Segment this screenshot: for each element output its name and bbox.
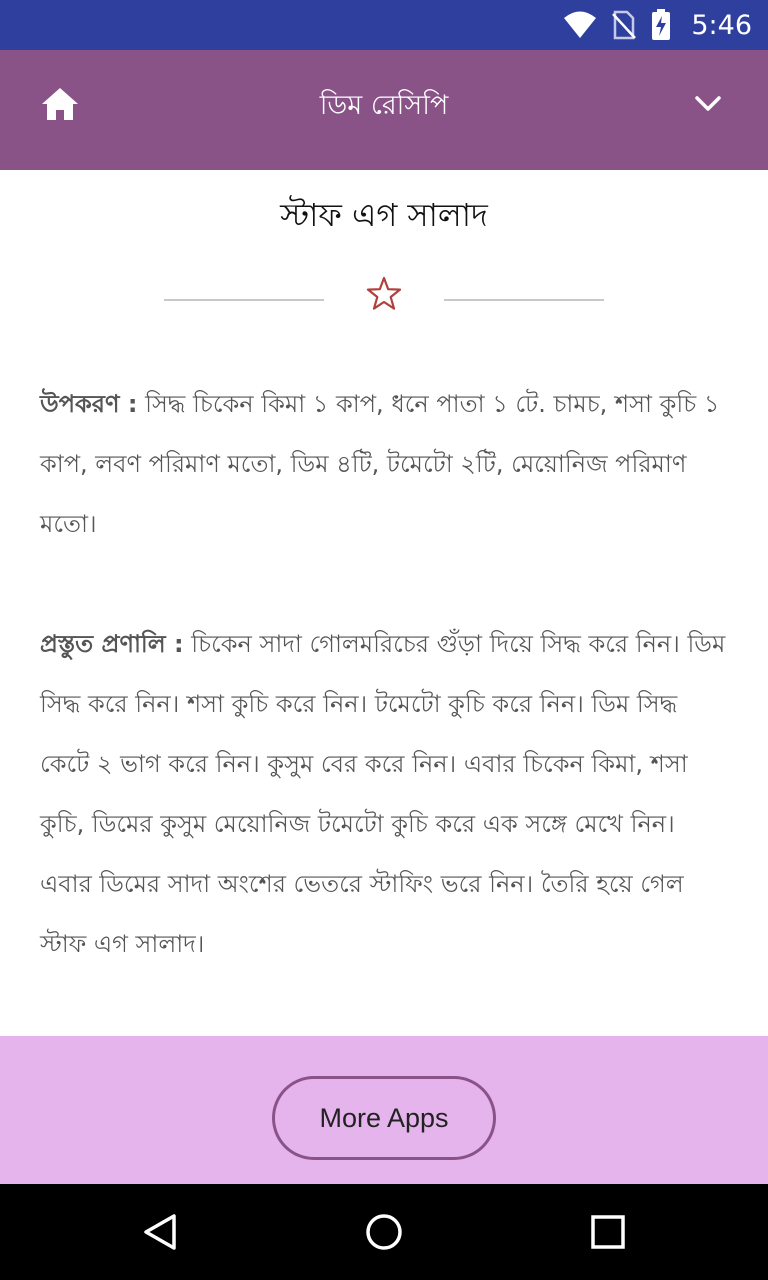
recipe-content	[0, 170, 768, 1036]
home-icon[interactable]	[40, 86, 80, 122]
star-outline-icon	[366, 276, 402, 312]
divider-left	[164, 299, 324, 301]
ingredients-paragraph	[40, 374, 730, 554]
method-label: প্রস্তুত প্রণালি :	[40, 630, 184, 658]
method-text: চিকেন সাদা গোলমরিচের গুঁড়া দিয়ে সিদ্ধ করে নিন। ডিম সিদ্ধ করে নিন। শসা কুচি করে নিন। টমেটো কুচি করে নিন। ডিম সিদ্ধ কেটে ২ ভাগ করে নিন। কুসুম বের করে নিন। এবার চিকেন কিমা, শসা কুচি, ডিমের কুসুম মেয়োনিজ টমেটো কুচি করে এক সঙ্গে মেখে নিন। এবার ডিমের সাদা অংশের ভেতরে স্টাফিং ভরে নিন। তৈরি হয়ে গেল স্টাফ এগ সালাদ।	[40, 630, 726, 958]
divider-right	[444, 299, 604, 301]
ingredients-text: সিদ্ধ চিকেন কিমা ১ কাপ, ধনে পাতা ১ টে. চামচ, শসা কুচি ১ কাপ, লবণ পরিমাণ মতো, ডিম ৪টি, টমেটো ২টি, মেয়োনিজ পরিমাণ মতো।	[40, 390, 720, 538]
home-circle-icon[interactable]	[360, 1208, 408, 1256]
app-bar	[0, 50, 768, 170]
app-title: ডিম রেসিপি	[319, 90, 449, 121]
back-icon[interactable]	[136, 1208, 184, 1256]
no-sim-icon	[611, 10, 637, 40]
status-icons	[563, 0, 752, 50]
status-bar	[0, 0, 768, 50]
recents-icon[interactable]	[584, 1208, 632, 1256]
recipe-title: স্টাফ এগ সালাদ	[280, 196, 488, 234]
system-nav-bar	[0, 1184, 768, 1280]
status-time: 5:46	[691, 9, 752, 41]
wifi-icon	[563, 11, 597, 39]
more-apps-button[interactable]: More Apps	[272, 1076, 496, 1160]
chevron-down-icon[interactable]	[694, 94, 722, 114]
footer-banner	[0, 1036, 768, 1184]
method-paragraph	[40, 614, 730, 974]
battery-charging-icon	[651, 9, 671, 41]
ingredients-label: উপকরণ :	[40, 390, 138, 418]
